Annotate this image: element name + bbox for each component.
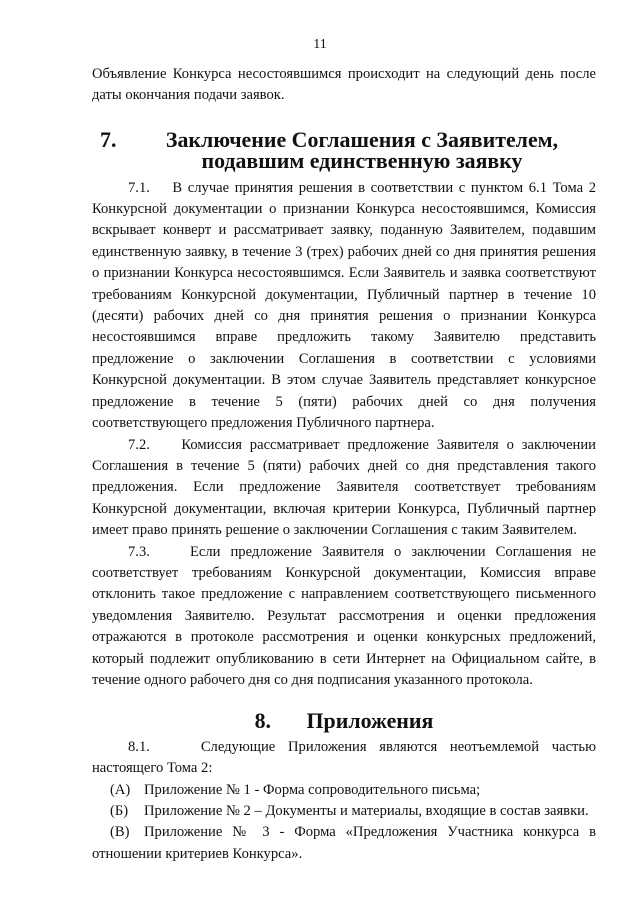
paragraph-7-3: 7.3. Если предложение Заявителя о заключении Соглашения не соответствует требованиям Конкурсной документации, Комиссия вправе отклонить такое предложение с направлением соответствующего письменного уведомления Заявителю. Результат рассмотрения и оценки предложения отражаются в протоколе рассмотрения и оценки конкурсных предложений, который подлежит опубликованию в сети Интернет на Официальном сайте, в течение одного рабочего дня со дня подписания указанного протокола. [92, 543, 596, 688]
appendix-text: Приложение № 2 – Документы и материалы, входящие в состав заявки. [144, 803, 589, 819]
section-7-number: 7. [100, 126, 117, 152]
intro-paragraph: Объявление Конкурса несостоявшимся происходит на следующий день после даты окончания подачи заявок. [92, 66, 596, 104]
appendix-list-item [92, 780, 596, 801]
appendix-marker: (В) [110, 824, 130, 841]
appendix-marker: (А) [110, 781, 131, 798]
section-7-body [92, 178, 596, 692]
page-number: 11 [313, 37, 327, 52]
paragraph-7-1: 7.1. В случае принятия решения в соответствии с пунктом 6.1 Тома 2 Конкурсной документации о признании Конкурса несостоявшимся, Комиссия вскрывает конверт и рассматривает заявку, поданную Заявителем, подавшим единственную заявку, в течение 3 (трех) рабочих дней со дня принятия решения о признании Конкурса несостоявшимся. Если Заявитель и заявка соответствуют требованиям Конкурсной документации, Публичный партнер в течение 10 (десяти) рабочих дней со дня принятия решения о признании Конкурса несостоявшимся вправе предложить такому Заявителю представить предложение о заключении Соглашения в соответствии с условиями Конкурсной документации. В этом случае Заявитель представляет конкурсное предложение в течение 5 (пяти) рабочих дней со дня получения соответствующего предложения Публичного партнера. [92, 179, 596, 432]
appendix-marker: (Б) [110, 803, 129, 819]
section-7-heading [92, 126, 596, 174]
appendix-list-item [92, 801, 596, 822]
paragraph-7-2: 7.2. Комиссия рассматривает предложение Заявителя о заключении Соглашения в течение 5 (пяти) рабочих дней со дня представления такого предложения. Если предложение Заявителя соответствует требованиям Конкурсной документации, включая критерии Конкурса, Публичный партнер имеет право принять решение о заключении Соглашения с таким Заявителем. [92, 436, 596, 539]
appendix-text: Приложение № 1 - Форма сопроводительного письма; [144, 781, 481, 798]
document-body [92, 64, 596, 865]
section-8-heading [92, 708, 596, 734]
appendix-list-item [92, 822, 596, 865]
appendix-text: Приложение № 3 - Форма «Предложения Участника конкурса в отношении критериев Конкурса». [92, 824, 596, 862]
section-8-number: 8. [254, 708, 272, 734]
section-8-title: Приложения [306, 708, 434, 734]
section-7-title: Заключение Соглашения с Заявителем, подавшим единственную заявку [165, 126, 559, 174]
paragraph-8-1: 8.1. Следующие Приложения являются неотъемлемой частью настоящего Тома 2: [92, 738, 596, 777]
section-8-body [92, 737, 596, 865]
